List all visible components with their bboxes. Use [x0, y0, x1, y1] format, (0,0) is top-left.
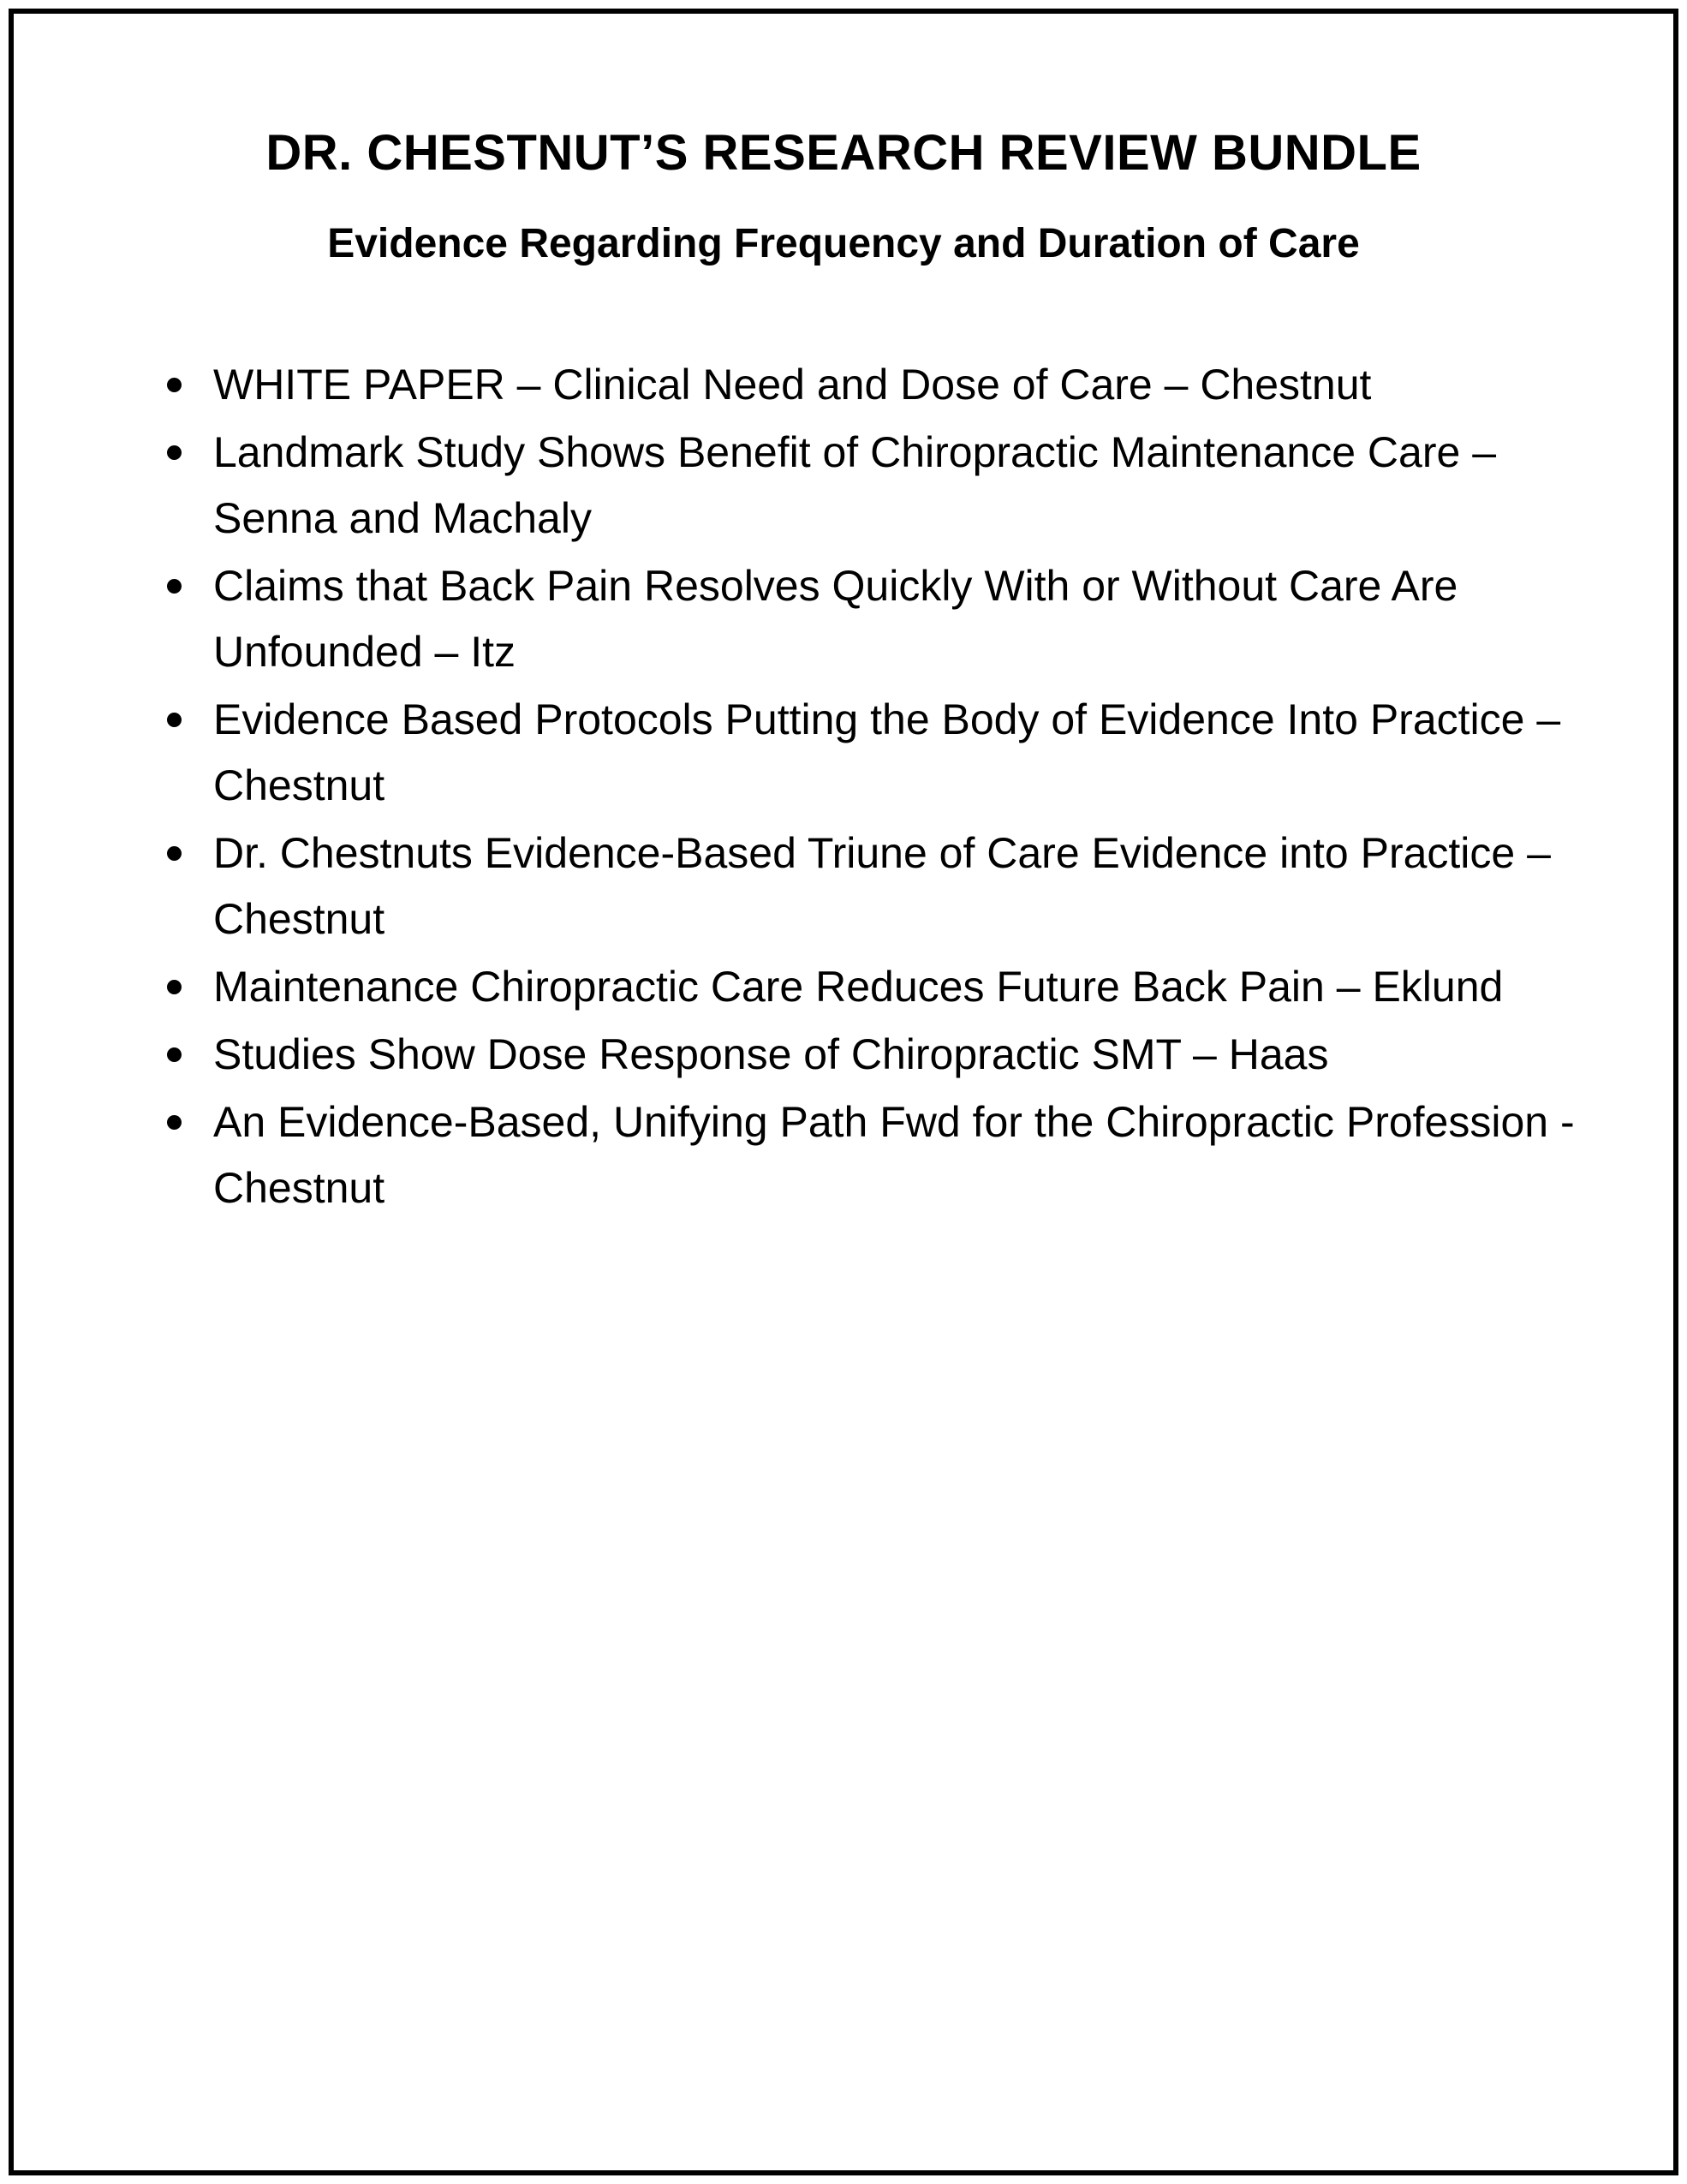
list-item	[198, 687, 1602, 819]
list-item	[198, 820, 1602, 952]
research-list	[198, 352, 1602, 1223]
bullet-icon	[167, 445, 182, 460]
list-item-text: Landmark Study Shows Benefit of Chiropractic Maintenance Care – Senna and Machaly	[213, 428, 1496, 542]
bullet-icon	[167, 980, 182, 994]
list-item-text: Dr. Chestnuts Evidence-Based Triune of Care Evidence into Practice – Chestnut	[213, 829, 1551, 943]
page-frame	[9, 9, 1678, 2175]
list-item	[198, 1022, 1602, 1088]
list-item	[198, 352, 1602, 418]
list-item-text: Claims that Back Pain Resolves Quickly With or Without Care Are Unfounded – Itz	[213, 562, 1458, 676]
bullet-icon	[167, 378, 182, 392]
list-item-text: WHITE PAPER – Clinical Need and Dose of Care – Chestnut	[213, 361, 1372, 409]
bullet-icon	[167, 1047, 182, 1062]
list-item-text: Evidence Based Protocols Putting the Body of Evidence Into Practice – Chestnut	[213, 695, 1561, 809]
list-item-text: Studies Show Dose Response of Chiropractic SMT – Haas	[213, 1030, 1329, 1078]
list-item	[198, 420, 1602, 552]
list-item	[198, 553, 1602, 685]
list-item	[198, 1089, 1602, 1221]
list-item-text: An Evidence-Based, Unifying Path Fwd for the Chiropractic Profession - Chestnut	[213, 1098, 1575, 1212]
bullet-icon	[167, 713, 182, 727]
bullet-icon	[167, 579, 182, 594]
list-item	[198, 954, 1602, 1020]
page-subtitle: Evidence Regarding Frequency and Duration of Care	[327, 221, 1360, 266]
list-item-text: Maintenance Chiropractic Care Reduces Future Back Pain – Eklund	[213, 963, 1504, 1011]
bullet-icon	[167, 1115, 182, 1130]
page-title: DR. CHESTNUT’S RESEARCH REVIEW BUNDLE	[265, 125, 1422, 181]
bullet-icon	[167, 846, 182, 861]
